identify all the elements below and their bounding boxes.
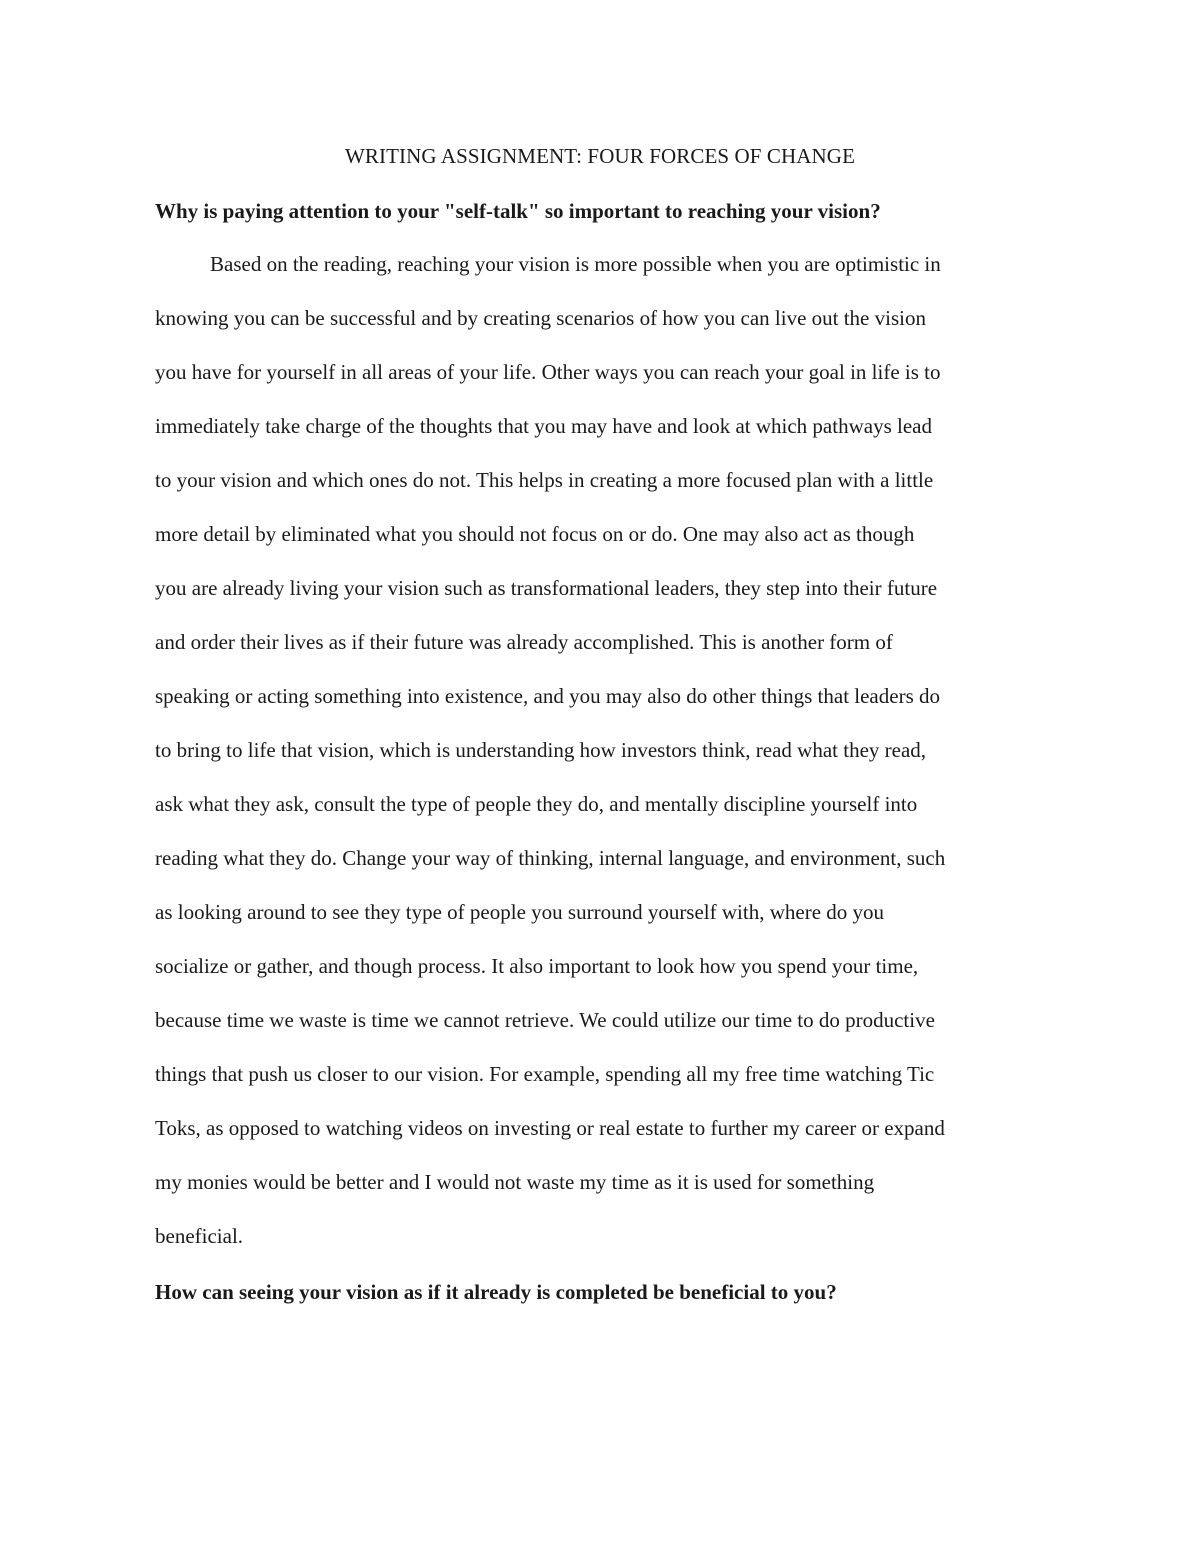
answer-line: speaking or acting something into existence, and you may also do other things that leaders do — [155, 684, 940, 708]
answer-line: things that push us closer to our vision. For example, spending all my free time watching Tic — [155, 1062, 935, 1086]
answer-line: Based on the reading, reaching your vision is more possible when you are optimistic in — [210, 252, 941, 276]
answer-line: reading what they do. Change your way of thinking, internal language, and environment, such — [155, 846, 946, 870]
answer-paragraph — [155, 251, 1055, 1277]
answer-line: socialize or gather, and though process. It also important to look how you spend your time, — [155, 954, 919, 978]
answer-line: and order their lives as if their future was already accomplished. This is another form of — [155, 630, 893, 654]
answer-line: to your vision and which ones do not. This helps in creating a more focused plan with a little — [155, 468, 934, 492]
document-title: WRITING ASSIGNMENT: FOUR FORCES OF CHANGE — [344, 144, 856, 168]
answer-line: Toks, as opposed to watching videos on investing or real estate to further my career or expand — [155, 1116, 945, 1140]
answer-line: as looking around to see they type of people you surround yourself with, where do you — [155, 900, 885, 924]
answer-line: ask what they ask, consult the type of people they do, and mentally discipline yourself into — [155, 792, 918, 816]
answer-line: you are already living your vision such as transformational leaders, they step into their future — [155, 576, 938, 600]
answer-line: you have for yourself in all areas of your life. Other ways you can reach your goal in life is to — [155, 360, 941, 384]
answer-line: because time we waste is time we cannot retrieve. We could utilize our time to do productive — [155, 1008, 935, 1032]
answer-line: to bring to life that vision, which is understanding how investors think, read what they read, — [155, 738, 927, 762]
question-heading: How can seeing your vision as if it already is completed be beneficial to you? — [155, 1280, 837, 1304]
answer-line: knowing you can be successful and by creating scenarios of how you can live out the vision — [155, 306, 926, 330]
answer-line: beneficial. — [155, 1224, 244, 1248]
answer-line: immediately take charge of the thoughts that you may have and look at which pathways lead — [155, 414, 932, 438]
answer-line: my monies would be better and I would not waste my time as it is used for something — [155, 1170, 875, 1194]
answer-line: more detail by eliminated what you should not focus on or do. One may also act as though — [155, 522, 915, 546]
question-heading: Why is paying attention to your "self-talk" so important to reaching your vision? — [155, 199, 881, 223]
